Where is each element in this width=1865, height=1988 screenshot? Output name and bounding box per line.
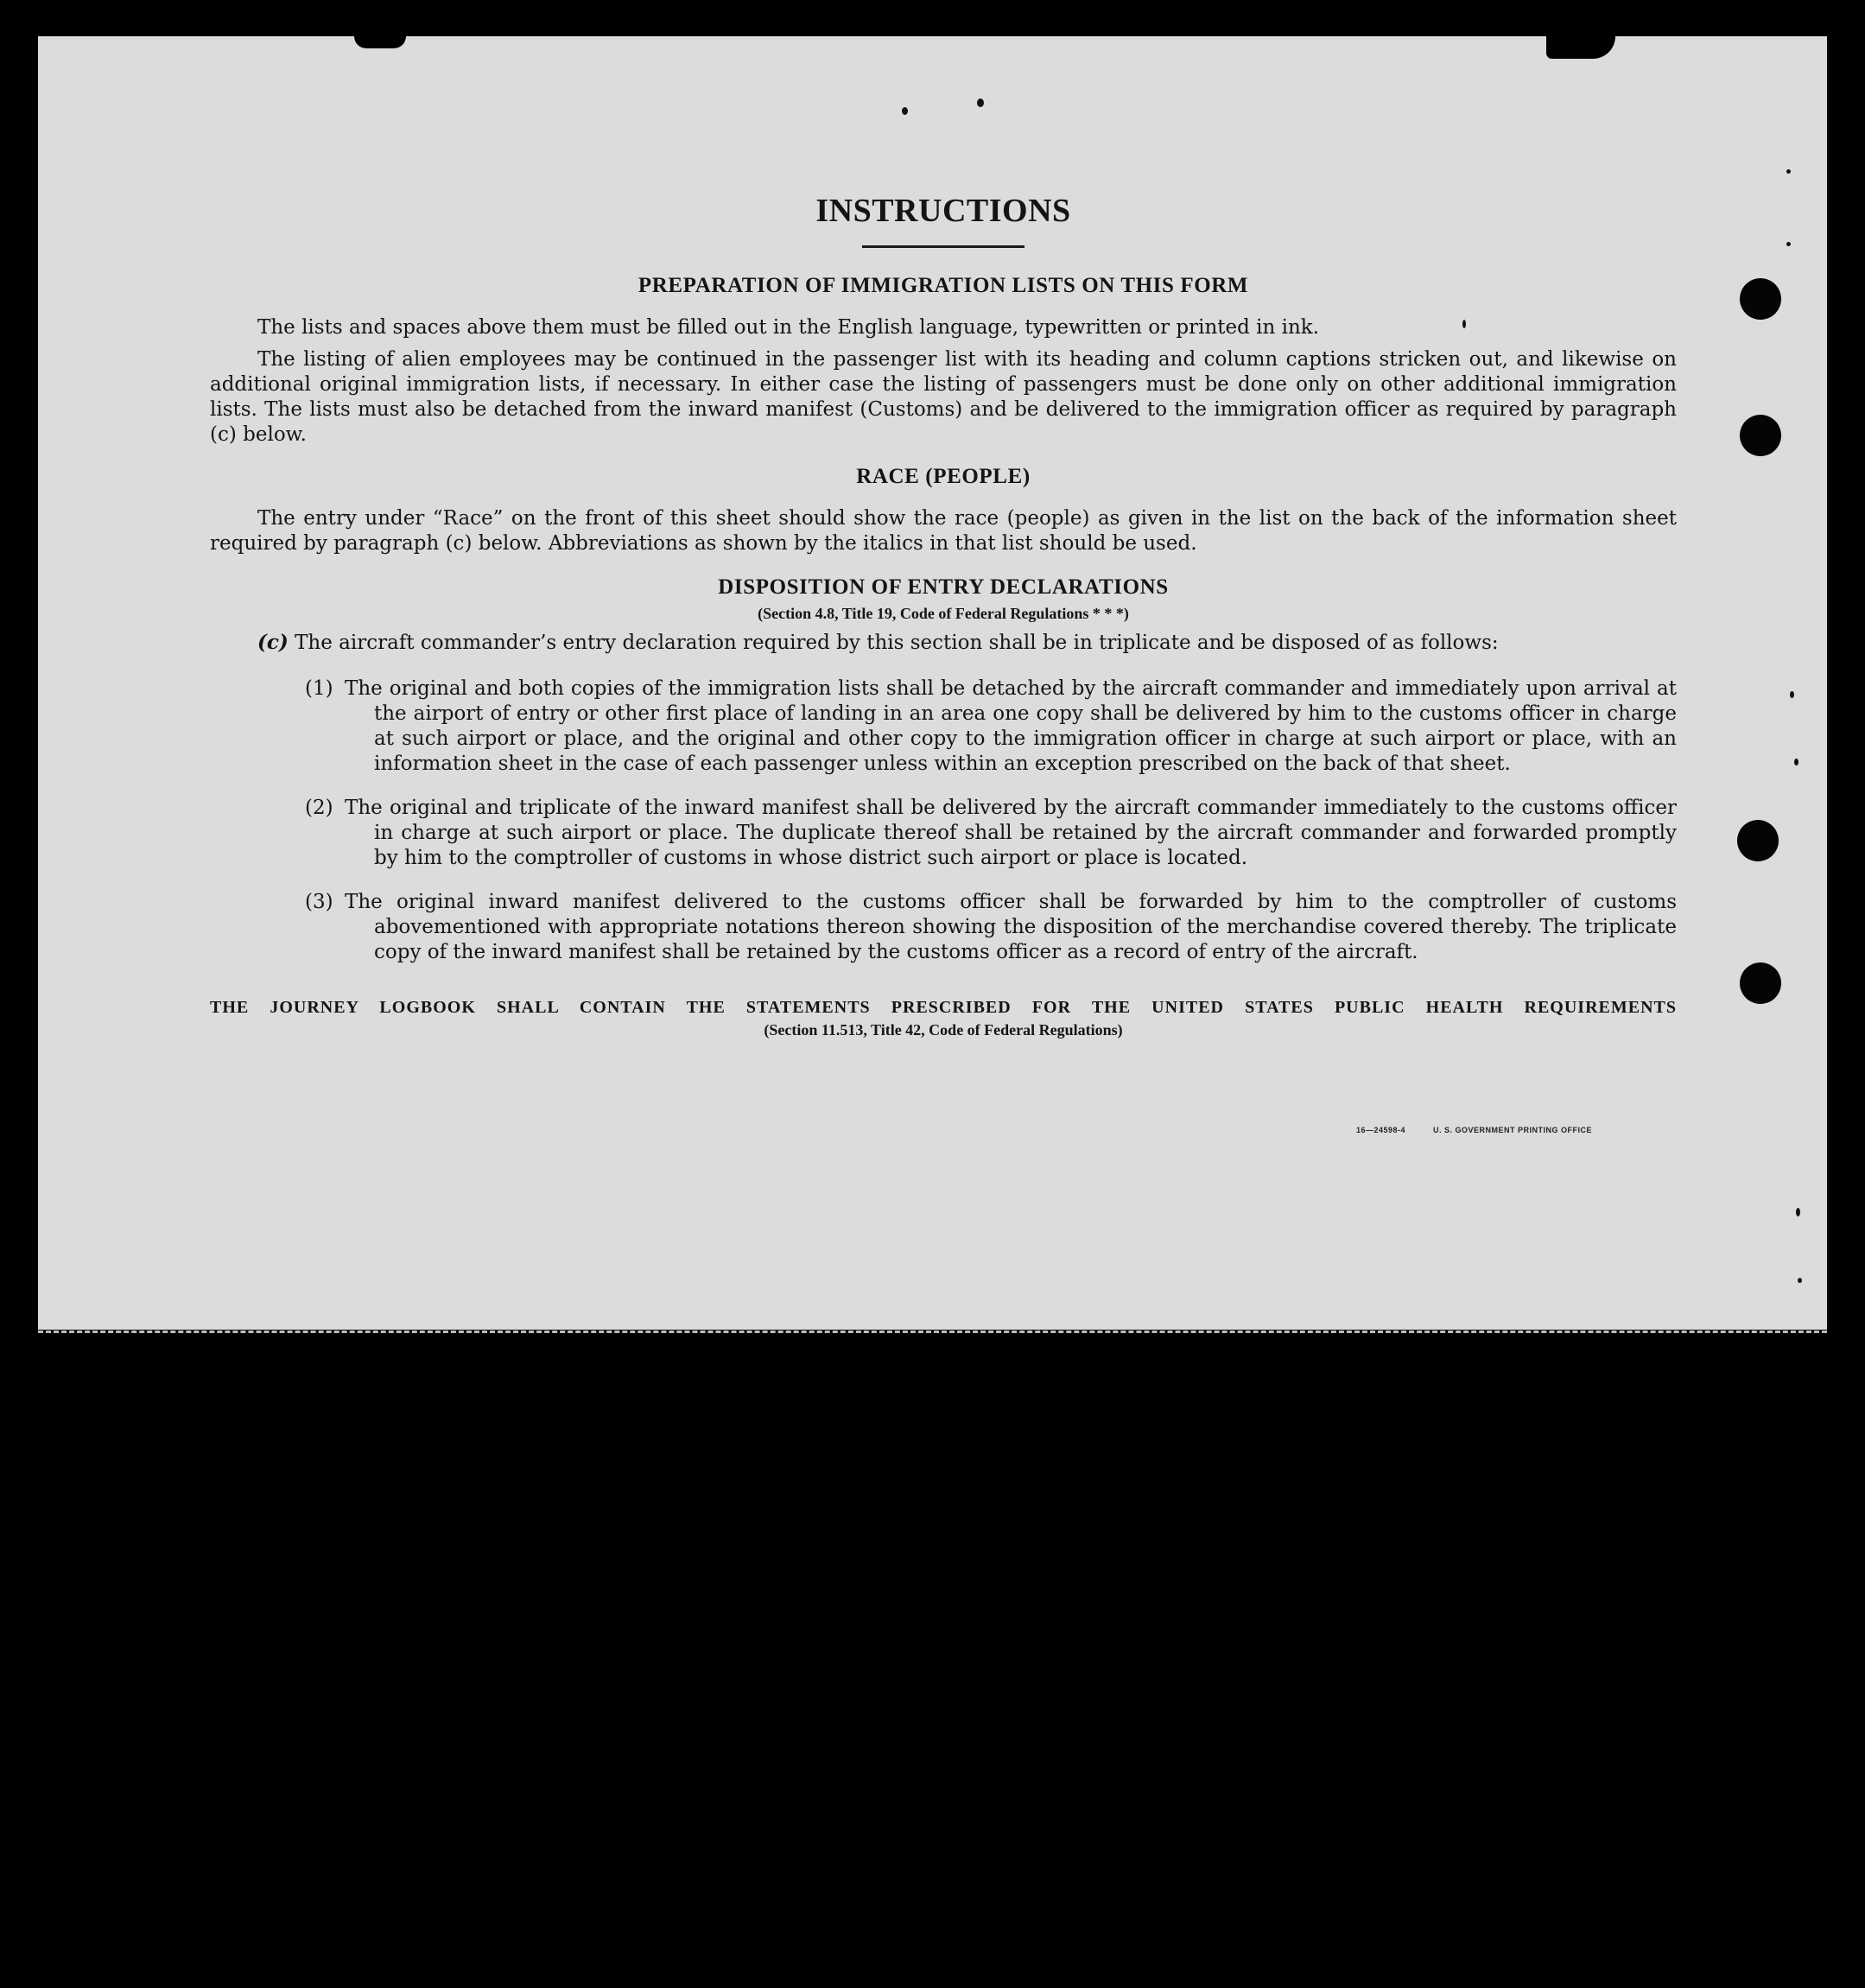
page-title: INSTRUCTIONS [815,193,1071,229]
health-requirements-statement: THE JOURNEY LOGBOOK SHALL CONTAIN THE STATEMENTS PRESCRIBED FOR THE UNITED STATES PUBLIC HEALTH REQUIREMENTS [210,998,1677,1017]
race-heading: RACE (PEOPLE) [856,465,1031,488]
ink-speck [1796,1208,1800,1216]
perforated-edge [38,1327,1827,1333]
disposition-citation: (Section 4.8, Title 19, Code of Federal Regulations * * *) [758,605,1129,622]
item-number: (1) [305,677,333,700]
ink-speck [1798,1278,1802,1283]
punch-hole [1740,962,1781,1004]
ink-speck [902,107,908,115]
ink-speck [977,98,984,107]
race-paragraph: The entry under “Race” on the front of this sheet should show the race (people) as given in the list on the back of the information sheet required by paragraph (c) below. Abbreviations as shown by the italics in that list should be used. [210,507,1677,555]
punch-hole [1740,415,1781,456]
ink-speck [1786,169,1791,174]
title-underline [862,245,1024,248]
ink-speck [1786,242,1791,246]
paragraph-marker: (c) [257,631,289,654]
disposition-item [305,796,1677,871]
disposition-item [305,676,1677,777]
disposition-intro [210,630,1677,656]
ink-speck [1794,759,1798,765]
ink-speck [1790,691,1794,698]
item-number: (2) [305,797,333,819]
preparation-paragraph-2: The listing of alien employees may be continued in the passenger list with its heading and column captions stricken out, and likewise on additional original immigration lists, if necessary. In either case the listing of passengers must be done only on other additional immigration lists. The lists must also be detached from the inward manifest (Customs) and be delivered to the immigration officer as required by paragraph (c) below. [210,348,1677,446]
punch-hole [1740,278,1781,320]
instructions-content [210,190,1677,1039]
disposition-intro-text: The aircraft commander’s entry declaration required by this section shall be in triplicate and be disposed of as follows: [295,632,1499,654]
disposition-item [305,890,1677,965]
item-text: The original inward manifest delivered to the customs officer shall be forwarded by him to the comptroller of customs abovementioned with appropriate notations thereon showing the disposition of the merchandise covered thereby. The triplicate copy of the inward manifest shall be retained by the customs officer as a record of entry of the aircraft. [345,891,1677,963]
health-requirements-citation: (Section 11.513, Title 42, Code of Federal Regulations) [764,1021,1123,1038]
disposition-heading: DISPOSITION OF ENTRY DECLARATIONS [718,575,1169,599]
item-text: The original and triplicate of the inward manifest shall be delivered by the aircraft commander immediately to the customs officer in charge at such airport or place. The duplicate thereof shall be retained by the aircraft commander and forwarded promptly by him to the comptroller of customs in whose district such airport or place is located. [345,797,1677,869]
item-number: (3) [305,891,333,913]
preparation-paragraph-1: The lists and spaces above them must be filled out in the English language, typewritten or printed in ink. [257,316,1320,339]
imprint-office: U. S. GOVERNMENT PRINTING OFFICE [1433,1126,1593,1134]
item-text: The original and both copies of the immigration lists shall be detached by the aircraft commander and immediately upon arrival at the airport of entry or other first place of landing in an area one copy shall be delivered by him to the customs officer in charge at such airport or place, and the original and other copy to the immigration officer in charge at such airport or place, with an information sheet in the case of each passenger unless within an exception prescribed on the back of that sheet. [345,677,1677,775]
punch-hole [1737,820,1779,861]
imprint-code: 16—24598-4 [1356,1126,1406,1134]
preparation-heading: PREPARATION OF IMMIGRATION LISTS ON THIS FORM [638,274,1249,297]
torn-edge [354,36,406,48]
printer-imprint [1356,1126,1592,1134]
